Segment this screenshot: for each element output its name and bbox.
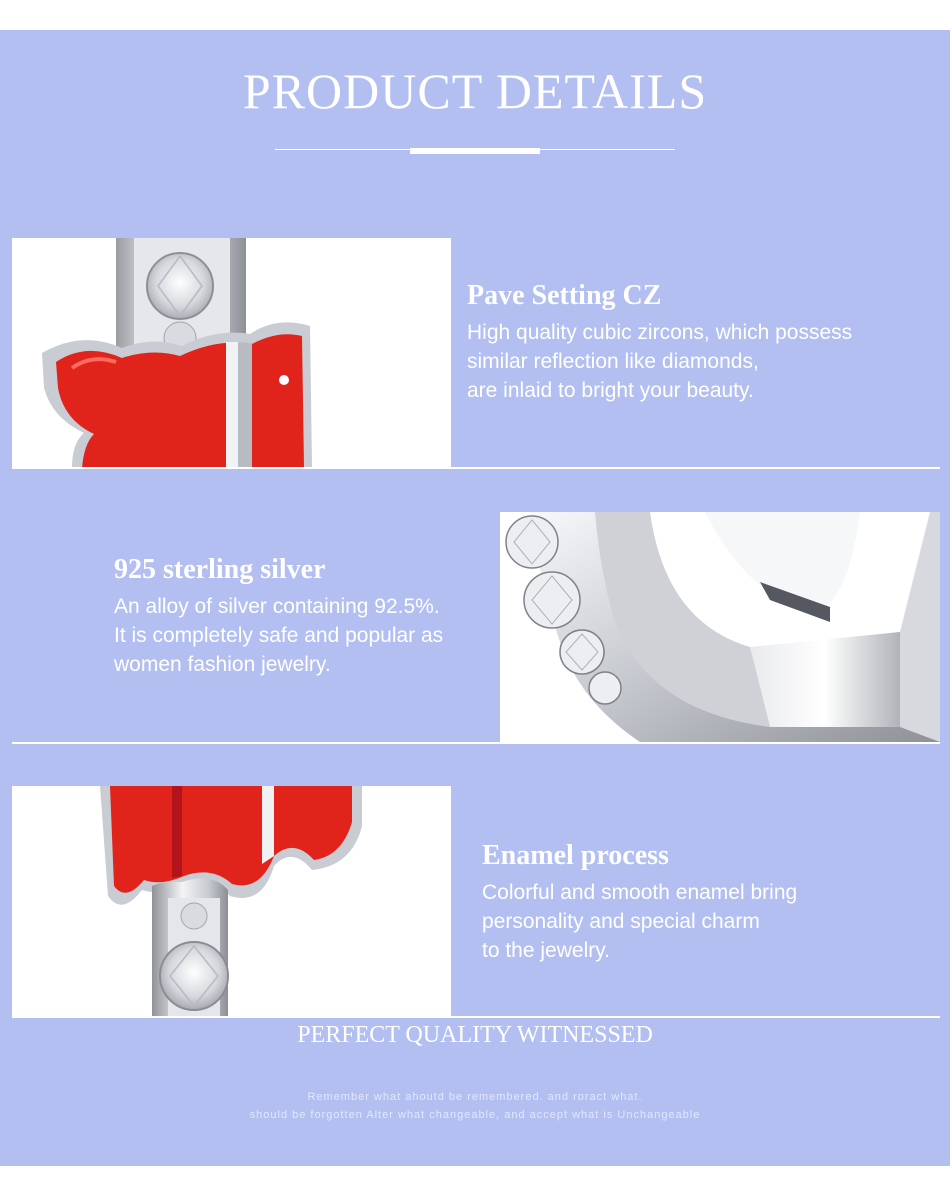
feature-line: High quality cubic zircons, which possess <box>467 321 853 344</box>
feature-line: to the jewelry. <box>482 939 610 962</box>
footer-tagline-2: should be forgotten Alter what changeable, and accept what is Unchangeable <box>249 1109 701 1121</box>
feature-title: Enamel process <box>482 840 669 871</box>
title-underline-accent <box>410 148 540 154</box>
feature-sterling-silver <box>114 554 494 679</box>
feature-line: personality and special charm <box>482 910 760 933</box>
feature-enamel-process <box>482 840 937 965</box>
feature-line: similar reflection like diamonds, <box>467 350 759 373</box>
feature-line: Colorful and smooth enamel bring <box>482 881 798 904</box>
section-divider <box>12 1016 940 1018</box>
section-divider <box>12 742 940 744</box>
footer-title: PERFECT QUALITY WITNESSED <box>297 1022 653 1048</box>
section-divider <box>12 467 940 469</box>
page-title: PRODUCT DETAILS <box>242 63 708 119</box>
feature-line: are inlaid to bright your beauty. <box>467 379 754 402</box>
enamel-process-photo <box>12 786 451 1016</box>
pave-setting-photo <box>12 238 451 468</box>
feature-title: 925 sterling silver <box>114 554 326 585</box>
feature-line: women fashion jewelry. <box>114 653 331 676</box>
feature-line: It is completely safe and popular as <box>114 624 444 647</box>
sterling-silver-photo <box>500 512 940 742</box>
feature-title: Pave Setting CZ <box>467 280 662 311</box>
feature-pave-setting <box>467 280 937 405</box>
footer-tagline-1: Remember what ahoutd be remembered. and roract what. <box>307 1091 643 1103</box>
feature-line: An alloy of silver containing 92.5%. <box>114 595 440 618</box>
